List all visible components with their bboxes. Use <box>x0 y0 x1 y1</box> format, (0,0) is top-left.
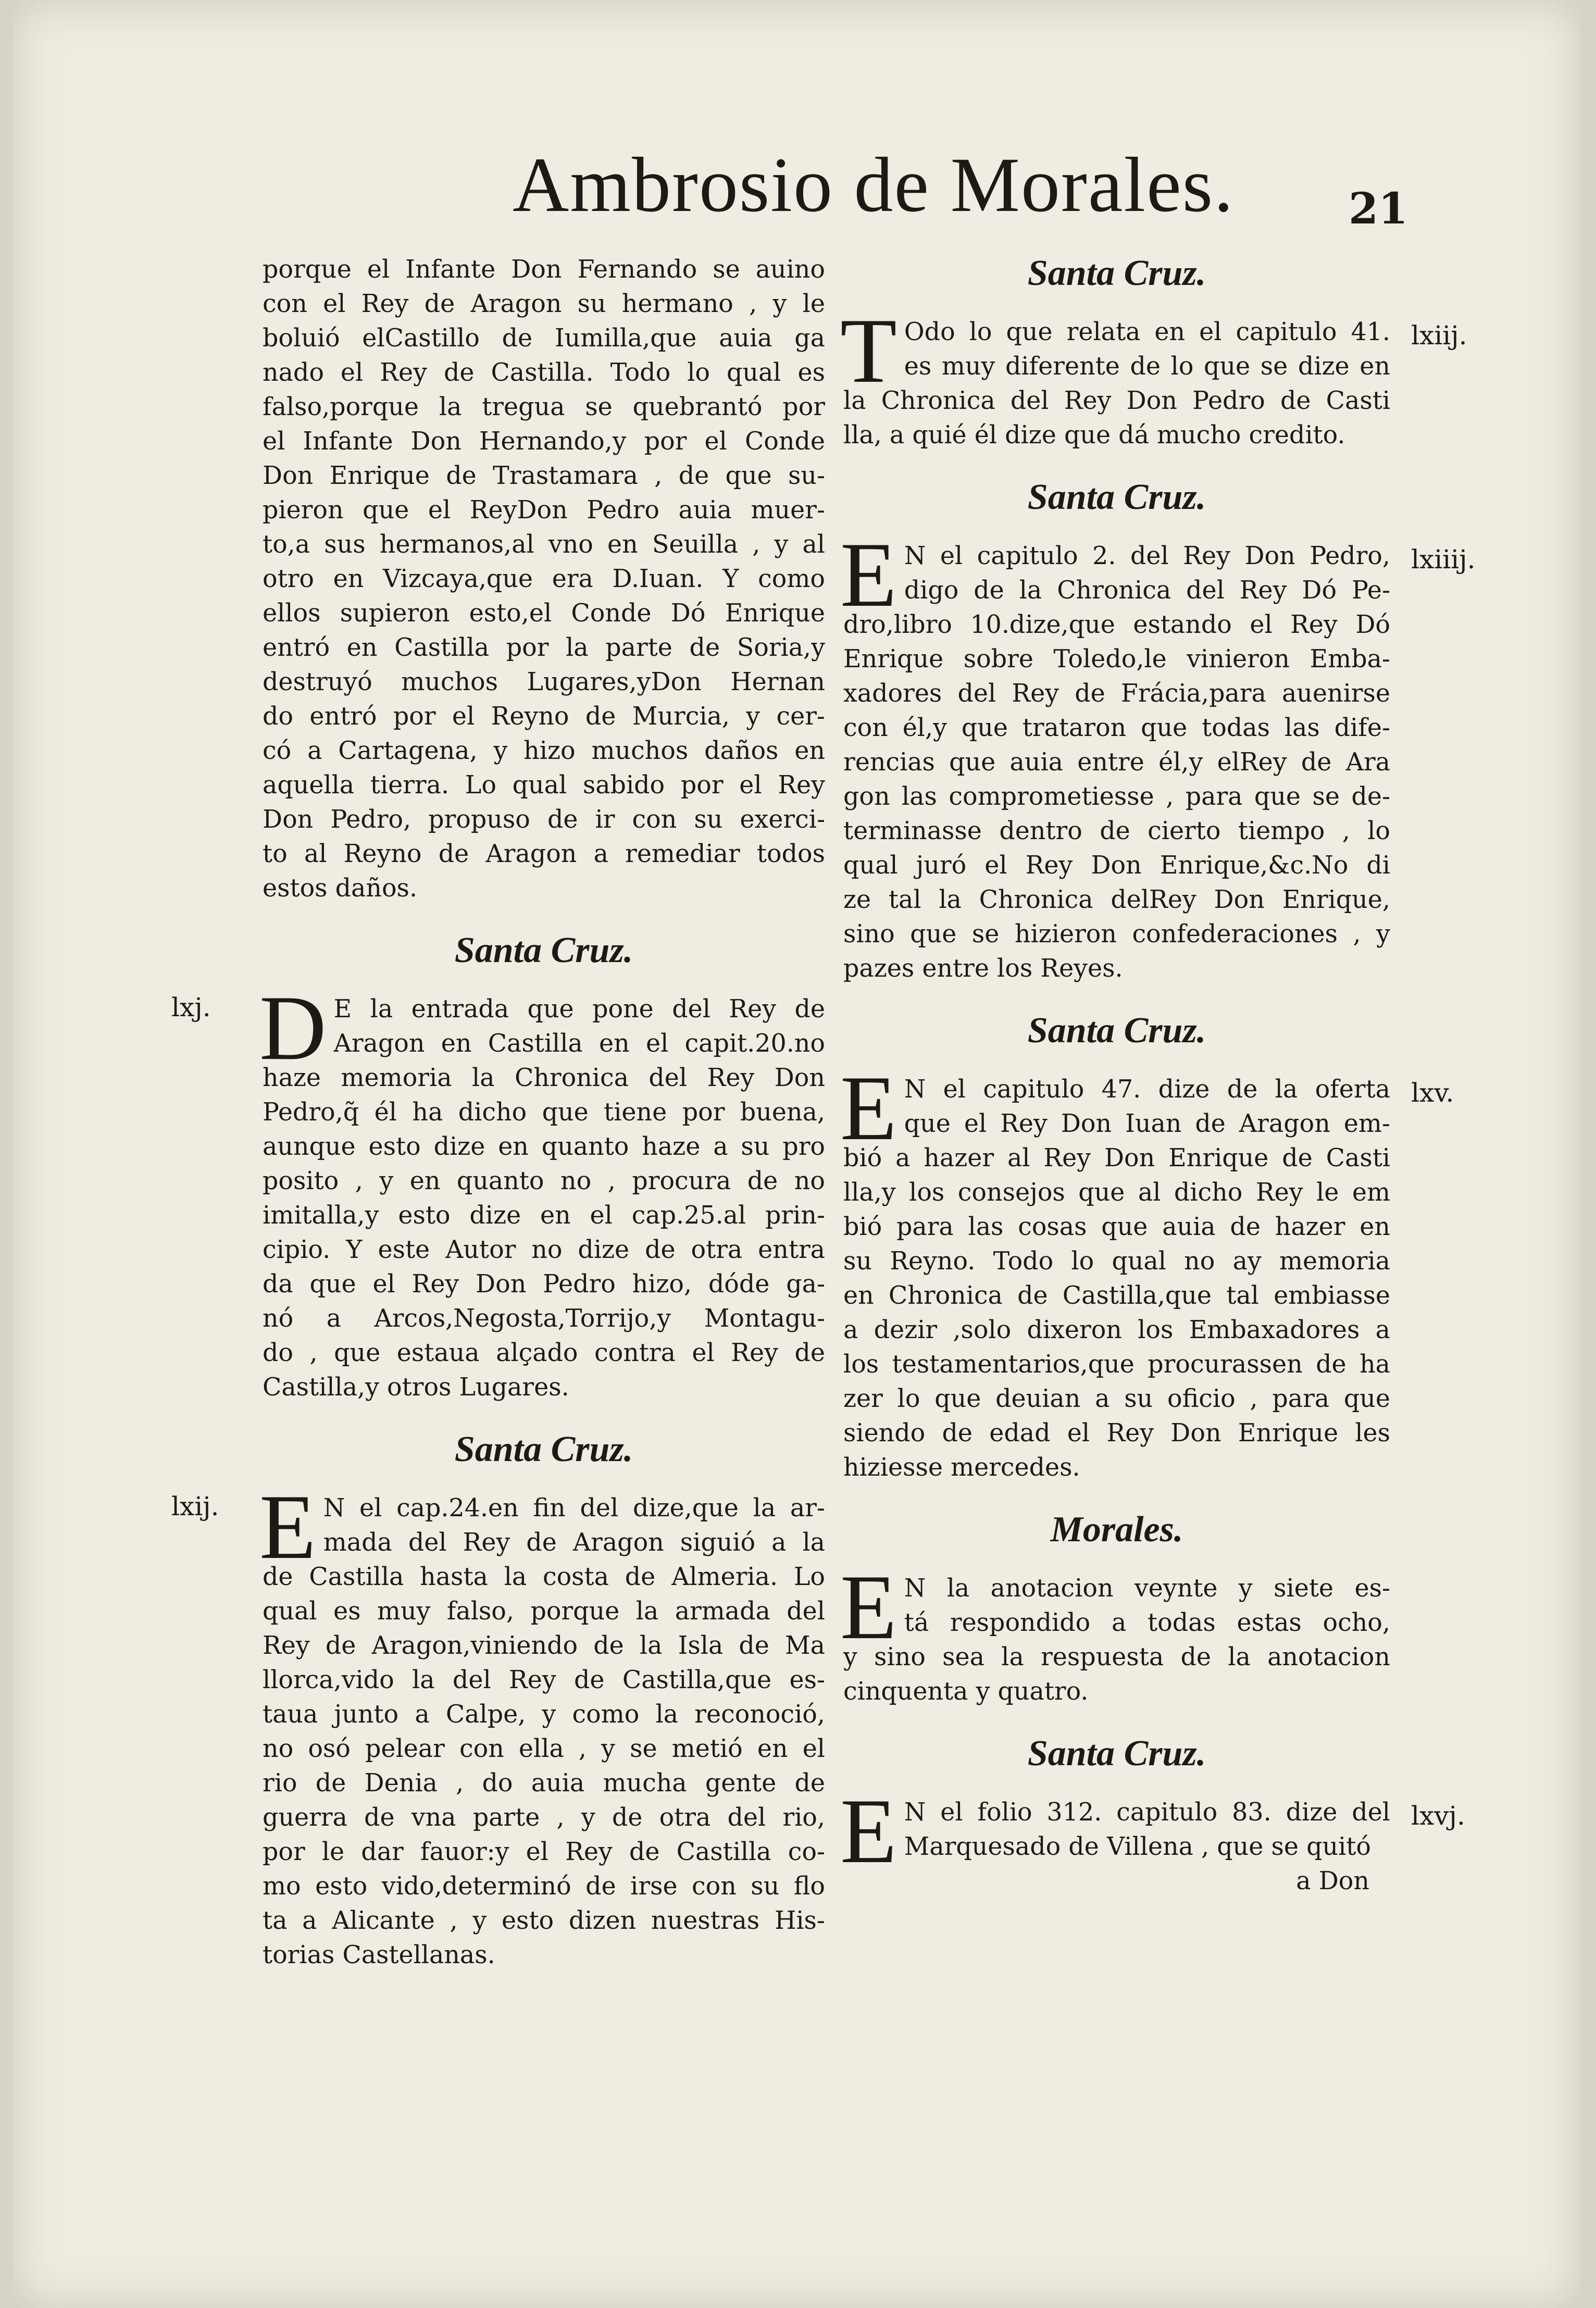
text-line: falso,porque la tregua se quebrantó por <box>263 393 825 421</box>
text-line: Odo lo que relata en el capitulo 41. <box>904 318 1390 346</box>
text-line: Rey de Aragon,viniendo de la Isla de Ma <box>263 1631 825 1660</box>
paragraph <box>263 253 825 906</box>
drop-capital: T <box>840 299 897 402</box>
text-line: da que el Rey Don Pedro hizo, dóde ga- <box>263 1270 825 1299</box>
text-line: dro,libro 10.dize,que estando el Rey Dó <box>843 610 1390 639</box>
text-line: mo esto vido,determinó de irse con su flo <box>263 1872 825 1901</box>
text-line: posito , y en quanto no , procura de no <box>263 1167 825 1195</box>
text-line: sino que se hizieron confederaciones , y <box>843 920 1390 949</box>
marginal-note-number: lxj. <box>171 992 211 1022</box>
text-line: los testamentarios,que procurassen de ha <box>843 1350 1390 1379</box>
text-line: otro en Vizcaya,que era D.Iuan. Y como <box>263 565 825 593</box>
text-line: boluió elCastillo de Iumilla,que auia ga <box>263 324 825 353</box>
section-heading: Santa Cruz. <box>1027 477 1206 517</box>
text-line: Pedro,q̃ él ha dicho que tiene por buena, <box>263 1098 825 1127</box>
text-line: con él,y que trataron que todas las dife- <box>843 714 1390 742</box>
text-line: N el capitulo 47. dize de la oferta <box>904 1075 1390 1104</box>
text-line: guerra de vna parte , y de otra del rio, <box>263 1803 825 1832</box>
text-line: to al Reyno de Aragon a remediar todos <box>263 840 825 868</box>
paragraph <box>840 1779 1465 1899</box>
text-line: do entró por el Reyno de Murcia, y cer- <box>263 702 825 731</box>
text-line: nó a Arcos,Negosta,Torrijo,y Montagu- <box>263 1304 825 1333</box>
text-line: ta a Alicante , y esto dizen nuestras His- <box>263 1906 825 1935</box>
text-line: nado el Rey de Castilla. Todo lo qual es <box>263 358 825 387</box>
text-line: Castilla,y otros Lugares. <box>263 1373 569 1402</box>
text-line: y sino sea la respuesta de la anotacion <box>843 1643 1390 1671</box>
paragraph <box>171 1475 825 1973</box>
text-line: qual juró el Rey Don Enrique,&c.No di <box>843 851 1390 880</box>
running-head-title: Ambrosio de Morales. <box>513 142 1235 228</box>
text-line: Don Enrique de Trastamara , de que su- <box>263 461 825 490</box>
text-line: mada del Rey de Aragon siguió a la <box>323 1528 825 1557</box>
section-heading: Santa Cruz. <box>1027 1010 1206 1051</box>
text-line: que el Rey Don Iuan de Aragon em- <box>904 1109 1390 1138</box>
text-line: tá respondido a todas estas ocho, <box>904 1608 1390 1637</box>
marginal-note-number: lxv. <box>1411 1078 1454 1108</box>
text-line: su Reyno. Todo lo qual no ay memoria <box>843 1247 1390 1276</box>
text-line: porque el Infante Don Fernando se auino <box>263 255 825 284</box>
text-line: N la anotacion veynte y siete es- <box>904 1574 1390 1603</box>
text-line: la Chronica del Rey Don Pedro de Casti <box>843 386 1390 415</box>
section-heading: Santa Cruz. <box>1027 1733 1206 1774</box>
text-line: cinquenta y quatro. <box>843 1677 1089 1706</box>
paragraph <box>840 523 1476 986</box>
text-line: qual es muy falso, porque la armada del <box>263 1597 825 1626</box>
section-heading: Santa Cruz. <box>1027 253 1206 293</box>
text-line: rio de Denia , do auia mucha gente de <box>263 1769 825 1798</box>
left-column <box>171 253 825 1973</box>
text-line: no osó pelear con ella , y se metió en el <box>263 1735 825 1763</box>
text-line: to,a sus hermanos,al vno en Seuilla , y al <box>263 530 825 559</box>
text-line: pieron que el ReyDon Pedro auia muer- <box>263 496 825 525</box>
section-heading: Santa Cruz. <box>454 1429 633 1469</box>
text-line: por le dar fauor:y el Rey de Castilla co- <box>263 1838 825 1866</box>
text-line: a dezir ,solo dixeron los Embaxadores a <box>843 1316 1390 1344</box>
paragraph <box>840 299 1467 453</box>
text-line: N el capitulo 2. del Rey Don Pedro, <box>904 542 1390 570</box>
marginal-note-number: lxij. <box>171 1491 219 1521</box>
text-line: Don Pedro, propuso de ir con su exerci- <box>263 805 825 834</box>
drop-capital: E <box>840 1779 897 1882</box>
text-line: estos daños. <box>263 874 418 903</box>
text-line: hiziesse mercedes. <box>843 1453 1080 1482</box>
text-line: N el folio 312. capitulo 83. dize del <box>904 1798 1390 1827</box>
paragraph <box>840 1555 1390 1709</box>
text-line: taua junto a Calpe, y como la reconoció, <box>263 1700 825 1729</box>
book-page <box>13 0 1580 2308</box>
paragraph <box>840 1056 1454 1485</box>
marginal-note-number: lxiiij. <box>1411 544 1476 575</box>
catchword: a Don <box>1296 1867 1369 1895</box>
text-line: gon las comprometiesse , para que se de- <box>843 782 1390 811</box>
text-line: es muy diferente de lo que se dize en <box>904 352 1390 381</box>
text-line: zer lo que deuian a su oficio , para que <box>843 1384 1390 1413</box>
text-line: el Infante Don Hernando,y por el Conde <box>263 427 825 456</box>
text-line: haze memoria la Chronica del Rey Don <box>263 1064 825 1092</box>
text-line: rencias que auia entre él,y elRey de Ara <box>843 748 1390 777</box>
text-line: lla,y los consejos que al dicho Rey le em <box>843 1178 1390 1207</box>
text-line: imitalla,y esto dize en el cap.25.al prin- <box>263 1201 825 1230</box>
text-line: llorca,vido la del Rey de Castilla,que es- <box>263 1666 825 1694</box>
right-column <box>840 253 1476 1899</box>
section-heading: Santa Cruz. <box>454 930 633 970</box>
marginal-note-number: lxvj. <box>1411 1801 1465 1831</box>
text-line: entró en Castilla por la parte de Soria,y <box>263 633 825 662</box>
drop-capital: E <box>259 1475 316 1578</box>
drop-capital: D <box>259 976 327 1079</box>
text-line: Enrique sobre Toledo,le vinieron Emba- <box>843 645 1390 673</box>
text-line: destruyó muchos Lugares,yDon Hernan <box>263 668 825 696</box>
text-line: con el Rey de Aragon su hermano , y le <box>263 290 825 318</box>
text-line: siendo de edad el Rey Don Enrique les <box>843 1419 1390 1448</box>
text-line: pazes entre los Reyes. <box>843 954 1123 983</box>
text-line: bió para las cosas que auia de hazer en <box>843 1213 1390 1241</box>
text-line: do , que estaua alçado contra el Rey de <box>263 1339 825 1367</box>
text-line: digo de la Chronica del Rey Dó Pe- <box>904 576 1390 605</box>
text-line: ze tal la Chronica delRey Don Enrique, <box>843 885 1390 914</box>
marginal-note-number: lxiij. <box>1411 320 1467 351</box>
text-line: terminasse dentro de cierto tiempo , lo <box>843 817 1390 845</box>
text-line: xadores del Rey de Frácia,para auenirse <box>843 679 1390 708</box>
text-line: ellos supieron esto,el Conde Dó Enrique <box>263 599 825 628</box>
folio-number: 21 <box>1349 184 1408 234</box>
drop-capital: E <box>840 523 897 626</box>
drop-capital: E <box>840 1056 897 1159</box>
text-line: E la entrada que pone del Rey de <box>333 995 825 1024</box>
text-line: cipio. Y este Autor no dize de otra entra <box>263 1236 825 1264</box>
section-heading: Morales. <box>1050 1509 1183 1550</box>
text-line: de Castilla hasta la costa de Almeria. Lo <box>263 1563 825 1591</box>
paragraph <box>171 976 825 1405</box>
text-line: Marquesado de Villena , que se quitó <box>904 1832 1371 1861</box>
text-line: có a Cartagena, y hizo muchos daños en <box>263 737 825 765</box>
text-line: Aragon en Castilla en el capit.20.no <box>333 1029 825 1058</box>
text-line: torias Castellanas. <box>263 1941 495 1969</box>
text-line: lla, a quié él dize que dá mucho credito. <box>843 421 1345 450</box>
text-line: bió a hazer al Rey Don Enrique de Casti <box>843 1144 1390 1172</box>
text-line: aquella tierra. Lo qual sabido por el Rey <box>263 771 825 800</box>
text-line: aunque esto dize en quanto haze a su pro <box>263 1132 825 1161</box>
text-line: N el cap.24.en fin del dize,que la ar- <box>323 1494 825 1523</box>
drop-capital: E <box>840 1555 897 1658</box>
text-line: en Chronica de Castilla,que tal embiasse <box>843 1281 1390 1310</box>
